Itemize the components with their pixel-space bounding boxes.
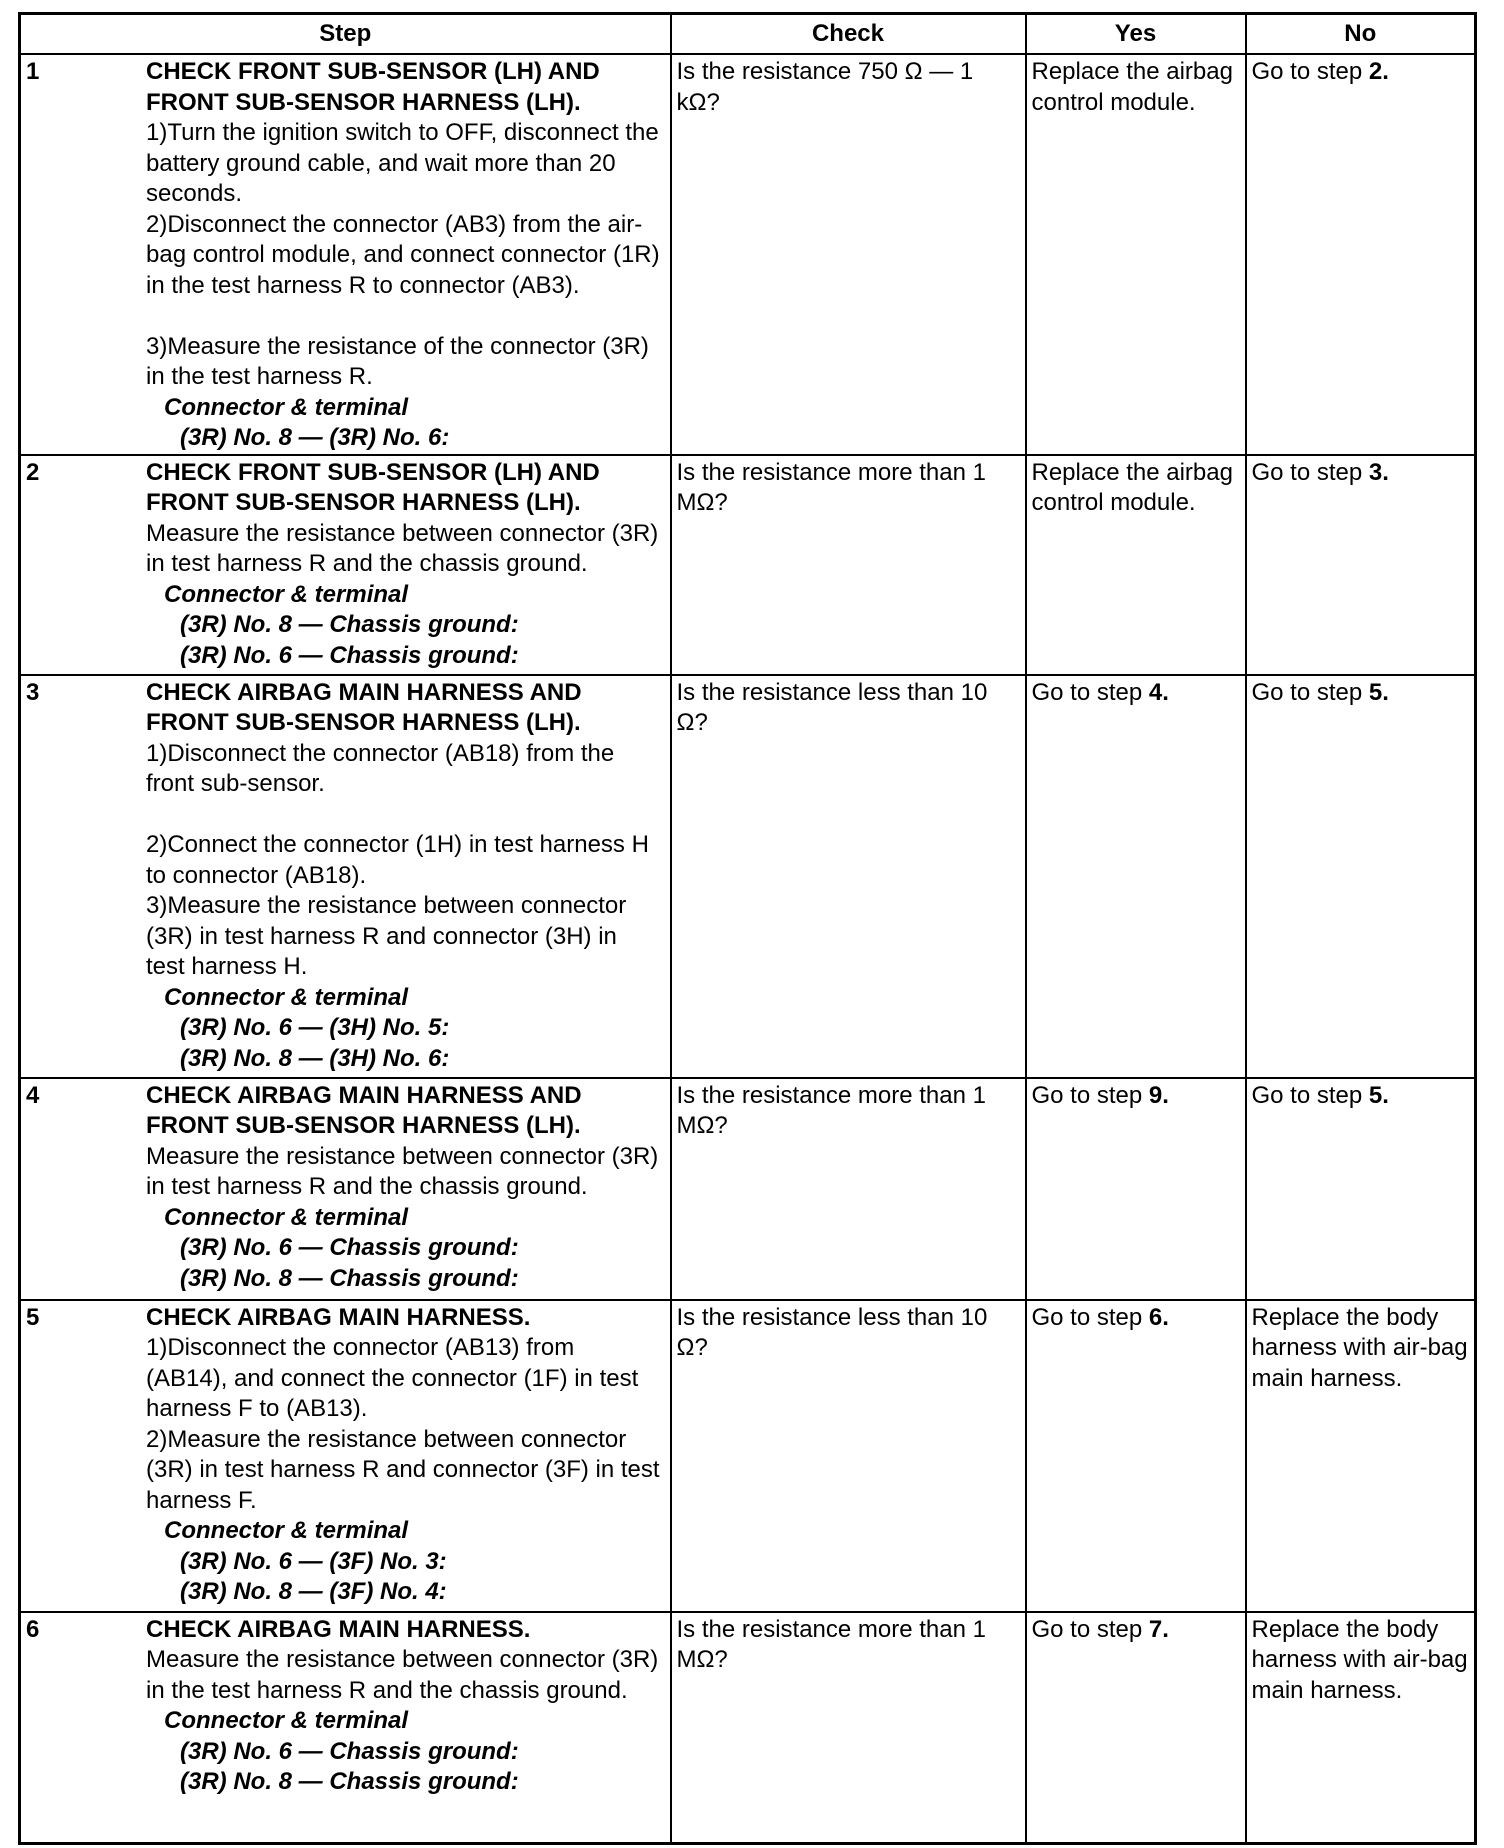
- yes-step-ref: 9.: [1148, 1081, 1169, 1109]
- step-cell: [20, 54, 671, 455]
- no-step-ref: 5.: [1368, 1081, 1389, 1109]
- step-title: CHECK AIRBAG MAIN HARNESS AND FRONT SUB-SENSOR HARNESS (LH).: [146, 678, 582, 736]
- yes-text: Go to step: [1031, 1303, 1149, 1331]
- terminal-pair: (3R) No. 8 — Chassis ground:: [180, 1264, 519, 1292]
- no-text: Go to step: [1251, 1081, 1369, 1109]
- step-instruction: 1)Disconnect the connector (AB18) from the front sub-sensor.: [146, 739, 615, 797]
- yes-text: Go to step: [1031, 1081, 1149, 1109]
- yes-text: Go to step: [1031, 1615, 1149, 1643]
- header-yes: Yes: [1026, 14, 1246, 55]
- check-cell: Is the resistance more than 1 MΩ?: [671, 1612, 1026, 1844]
- no-step-ref: 2.: [1368, 58, 1389, 85]
- step-instruction: Measure the resistance between connector (3R) in test harness R and the chassis ground.: [146, 519, 659, 577]
- check-cell: Is the resistance less than 10 Ω?: [671, 1300, 1026, 1612]
- step-instruction: 3)Measure the resistance between connector (3R) in test harness R and connector (3H) in test harness H.: [146, 892, 627, 980]
- terminal-pair: (3R) No. 6 — Chassis ground:: [180, 641, 519, 669]
- no-step-ref: 3.: [1368, 458, 1389, 486]
- no-cell: [1246, 1078, 1476, 1300]
- step-cell: [20, 675, 671, 1078]
- step-cell: [20, 1078, 671, 1300]
- no-cell: [1246, 1612, 1476, 1844]
- no-text: Go to step: [1251, 58, 1369, 85]
- step-number: 4: [26, 1081, 40, 1109]
- step-instruction: 2)Measure the resistance between connector (3R) in test harness R and connector (3F) in test harness F.: [146, 1425, 660, 1514]
- step-body: [146, 1303, 665, 1608]
- check-cell: Is the resistance 750 Ω — 1 kΩ?: [671, 54, 1026, 455]
- diagnostic-table: [18, 12, 1477, 1845]
- terminal-pair: (3R) No. 8 — (3F) No. 4:: [180, 1578, 447, 1605]
- table-row: [20, 675, 1476, 1078]
- yes-text: Replace the airbag control module.: [1031, 58, 1233, 116]
- yes-cell: [1026, 1300, 1246, 1612]
- step-cell: [20, 455, 671, 675]
- step-body: [146, 458, 665, 672]
- step-instruction: 2)Connect the connector (1H) in test harness H to connector (AB18).: [146, 831, 649, 889]
- connector-terminal-label: Connector & terminal: [164, 1517, 409, 1544]
- terminal-pair: (3R) No. 8 — (3R) No. 6:: [180, 424, 450, 451]
- terminal-pair: (3R) No. 6 — (3H) No. 5:: [180, 1014, 450, 1041]
- step-number: 6: [26, 1615, 40, 1643]
- yes-text: Go to step: [1031, 678, 1149, 706]
- terminal-pair: (3R) No. 6 — Chassis ground:: [180, 1737, 519, 1765]
- step-number: 2: [26, 458, 40, 486]
- table-row: [20, 1078, 1476, 1300]
- no-cell: [1246, 675, 1476, 1078]
- check-cell: Is the resistance less than 10 Ω?: [671, 675, 1026, 1078]
- spacer: [146, 800, 661, 831]
- terminal-pair: (3R) No. 8 — Chassis ground:: [180, 1768, 519, 1795]
- step-instruction: 2)Disconnect the connector (AB3) from the air-bag control module, and connect connector (1R) in the test harness R to connector (AB3).: [146, 210, 660, 299]
- no-text: Replace the body harness with air-bag main harness.: [1251, 1303, 1468, 1392]
- step-title: CHECK AIRBAG MAIN HARNESS.: [146, 1615, 531, 1643]
- terminal-pair: (3R) No. 6 — (3F) No. 3:: [180, 1547, 447, 1575]
- connector-terminal-label: Connector & terminal: [164, 580, 409, 608]
- yes-cell: [1026, 1078, 1246, 1300]
- no-cell: [1246, 54, 1476, 455]
- yes-cell: [1026, 455, 1246, 675]
- connector-terminal-label: Connector & terminal: [164, 1203, 409, 1231]
- terminal-pair: (3R) No. 6 — Chassis ground:: [180, 1234, 519, 1261]
- table-row: [20, 1300, 1476, 1612]
- step-cell: [20, 1612, 671, 1844]
- step-body: [146, 1615, 665, 1798]
- step-title: CHECK FRONT SUB-SENSOR (LH) AND FRONT SUB-SENSOR HARNESS (LH).: [146, 58, 600, 116]
- step-title: CHECK AIRBAG MAIN HARNESS AND FRONT SUB-SENSOR HARNESS (LH).: [146, 1081, 582, 1139]
- no-text: Go to step: [1251, 458, 1369, 486]
- step-instruction: 3)Measure the resistance of the connector (3R) in the test harness R.: [146, 332, 649, 390]
- connector-terminal-label: Connector & terminal: [164, 1707, 409, 1734]
- terminal-pair: (3R) No. 8 — Chassis ground:: [180, 611, 519, 638]
- no-step-ref: 5.: [1368, 678, 1389, 706]
- step-cell: [20, 1300, 671, 1612]
- step-instruction: 1)Turn the ignition switch to OFF, disconnect the battery ground cable, and wait more than 20 seconds.: [146, 119, 659, 207]
- no-text: Replace the body harness with air-bag main harness.: [1251, 1615, 1468, 1704]
- yes-cell: [1026, 1612, 1246, 1844]
- step-number: 3: [26, 678, 40, 706]
- check-cell: Is the resistance more than 1 MΩ?: [671, 455, 1026, 675]
- table-row: [20, 1612, 1476, 1844]
- no-cell: [1246, 1300, 1476, 1612]
- step-body: [146, 57, 665, 454]
- yes-step-ref: 4.: [1148, 678, 1169, 706]
- step-body: [146, 678, 665, 1075]
- check-cell: Is the resistance more than 1 MΩ?: [671, 1078, 1026, 1300]
- connector-terminal-label: Connector & terminal: [164, 983, 409, 1011]
- header-check: Check: [671, 14, 1026, 55]
- spacer: [146, 301, 661, 332]
- no-text: Go to step: [1251, 678, 1369, 706]
- yes-text: Replace the airbag control module.: [1031, 458, 1233, 516]
- step-instruction: Measure the resistance between connector (3R) in test harness R and the chassis ground.: [146, 1142, 659, 1200]
- yes-cell: [1026, 54, 1246, 455]
- step-title: CHECK FRONT SUB-SENSOR (LH) AND FRONT SUB-SENSOR HARNESS (LH).: [146, 458, 600, 516]
- yes-step-ref: 6.: [1148, 1303, 1169, 1331]
- table-row: [20, 455, 1476, 675]
- table-row: [20, 54, 1476, 455]
- header-no: No: [1246, 14, 1476, 55]
- step-body: [146, 1081, 665, 1295]
- step-number: 5: [26, 1303, 40, 1331]
- terminal-pair: (3R) No. 8 — (3H) No. 6:: [180, 1044, 450, 1072]
- header-row: [20, 14, 1476, 55]
- step-instruction: 1)Disconnect the connector (AB13) from (AB14), and connect the connector (1F) in test harness F to (AB13).: [146, 1334, 639, 1422]
- yes-cell: [1026, 675, 1246, 1078]
- connector-terminal-label: Connector & terminal: [164, 393, 409, 421]
- step-number: 1: [26, 58, 40, 85]
- header-step: Step: [20, 14, 671, 55]
- step-instruction: Measure the resistance between connector (3R) in the test harness R and the chassis ground.: [146, 1646, 659, 1704]
- yes-step-ref: 7.: [1148, 1615, 1169, 1643]
- step-title: CHECK AIRBAG MAIN HARNESS.: [146, 1303, 531, 1331]
- no-cell: [1246, 455, 1476, 675]
